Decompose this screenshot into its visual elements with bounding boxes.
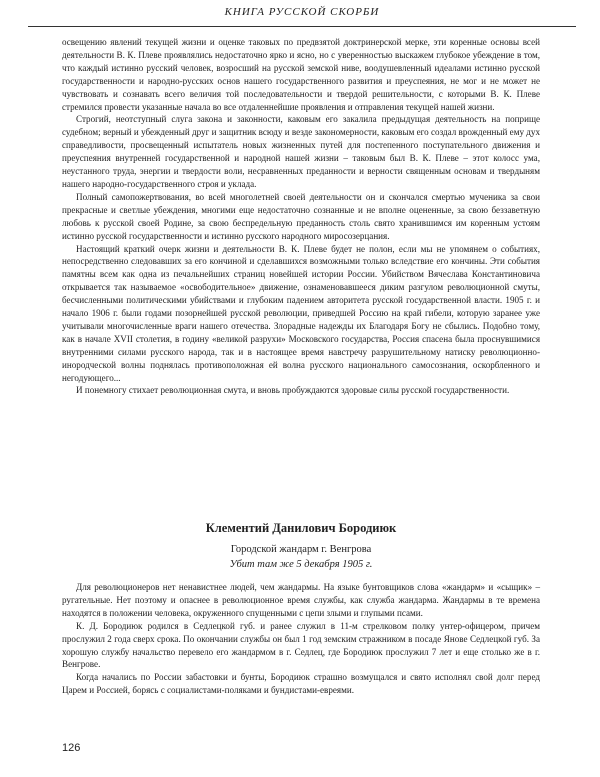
death-note: Убит там же 5 декабря 1905 г.	[229, 559, 373, 570]
paragraph: Полный самопожертвования, во всей многолетней своей деятельности он и скончался смертью мученика за свои прекрасные и светлые убеждения, многими еще недостаточно сознанные и не вполне оцененные, за свою беззаветную любовь к русской своей Родине, за свою беспредельную преданность столь свято хранившимся им коренным устоям истинно русской государственности и истинно русского народного миросозерцания.	[62, 191, 540, 241]
paragraph: Для революционеров нет ненавистнее людей, чем жандармы. На языке бунтовщиков слова «жандарм» и «сыщик» – ругательные. Нет поэтому и опаснее в революционное время службы, как служба жандарма. Жандармы в те времена находятся в положении человека, окруженного спущенными с цепи злыми и глупыми псами.	[62, 582, 540, 618]
paragraph: освещению явлений текущей жизни и оценке таковых по предвзятой доктринерской мерке, эти коренные основы всей деятельности В. К. Плеве проявлялись недостаточно ярко и ясно, но с уверенностью выскажем глубокое убеждение в том, что каждый истинно русский человек, возросший на русской земской ниве, воодушевленный идеалами истинно русской государственности и народно-русских основ нашего государственного развития и преуспеяния, не мог и не может не чувствовать и сознавать всего величия той последовательности и твердой решительности, с которыми В. К. Плеве стремился провести указанные начала во все отдаленнейшие проявления и отправления текущей нашей жизни.	[62, 37, 540, 112]
person-role: Городской жандарм г. Венгрова	[230, 544, 372, 555]
paragraph: К. Д. Бородиюк родился в Седлецкой губ. и ранее служил в 11-м стрелковом полку унтер-офицером, причем прослужил 2 года сверх срока. По окончании службы он был 1 год земским стражником в посаде Янове Седлецкой губ. За хорошую службу начальство перевело его жандармом в г. Седлец, где Бородиюк прослужил 7 лет и еще столько же в г. Венгрове.	[62, 620, 540, 670]
running-header: КНИГА РУССКОЙ СКОРБИ	[224, 6, 380, 18]
page-number: 126	[62, 742, 81, 754]
paragraph: Строгий, неотступный слуга закона и законности, каковым его закалила предыдущая деятельность на поприще судебном; верный и убежденный друг и защитник всюду и везде закономерности, каковым его создал врожденный ему дух справедливости, просвещенный испытатель новых жизненных путей для постепенного поступательного движения и преуспеяния внутренней государственной и народной нашей жизни – таковым был В. К. Плеве – этот колосс ума, неустанного труда, энергии и твердости воли, несравненных преданности и верности священным основам и твердыням нашего народно-государственного строя и уклада.	[62, 114, 540, 189]
paragraph: И понемногу стихает революционная смута, и вновь пробуждаются здоровые силы русской государственности.	[76, 385, 510, 396]
biography-heading	[62, 520, 540, 572]
biography-text	[62, 581, 540, 697]
person-name: Клементий Данилович Бородиюк	[205, 521, 397, 535]
paragraph: Настоящий краткий очерк жизни и деятельности В. К. Плеве будет не полон, если мы не упомянем о событиях, непосредственно следовавших за его кончиной и сделавшихся возможными только вследствие его кончины. Эти события памятны всем как одна из печальнейших страниц новейшей истории России. Убийством Вячеслава Константиновича открывается так называемое «освободительное» движение, ознаменовавшееся диким разгулом революционной смуты, бесчисленными политическими убийствами и глубоким падением авторитета русской государственной власти. 1905 г. и начало 1906 г. были годами позорнейшей русской революции, приведшей Россию на край гибели, которую заранее уже учитывали многочисленные враги нашего отечества. Злорадные надежды их Благодаря Богу не сбылись. Подобно тому, как в начале XVII столетия, в годину «великой разрухи» Московского государства, Россия спасена была проснувшимися внутренними силами русского народа, так и в настоящее время навстречу разрушительному натиску революционно-инородческой волны поднялась противоположная ей волна русского национального самосознания, оскорбленного и негодующего...	[62, 243, 540, 383]
paragraph: Когда начались по России забастовки и бунты, Бородиюк страшно возмущался и свято исполнял свой долг перед Царем и Россией, борясь с социалистами-поляками и бундистами-евреями.	[62, 672, 540, 696]
header-rule	[28, 26, 576, 27]
intro-section	[62, 36, 540, 397]
